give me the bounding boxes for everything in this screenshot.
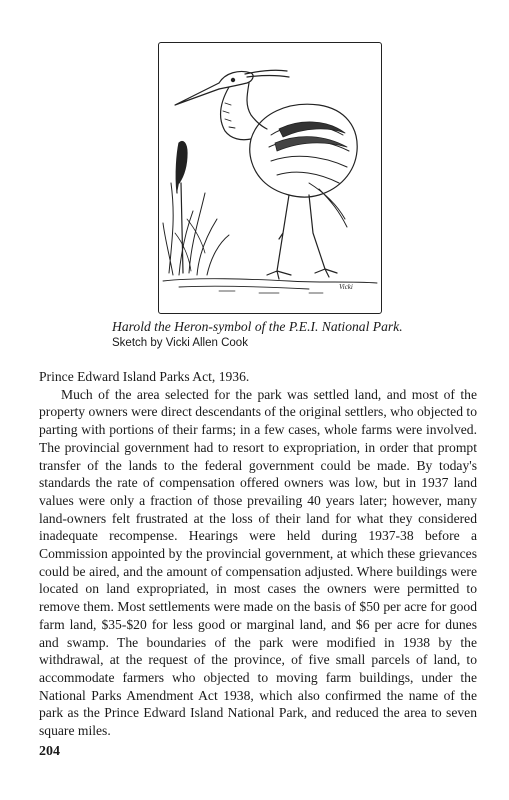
caption-credit: Sketch by Vicki Allen Cook	[112, 337, 248, 349]
heron-eye	[231, 78, 234, 81]
heron-body	[250, 104, 357, 197]
reeds	[163, 183, 229, 275]
figure-caption	[112, 318, 452, 352]
heron-sketch	[158, 42, 382, 314]
heron-beak	[175, 83, 219, 105]
body-text	[39, 368, 477, 740]
artist-signature: Vicki	[339, 283, 353, 291]
heron-leg-left	[277, 195, 289, 271]
page-number: 204	[39, 744, 60, 759]
heron-wing	[269, 125, 349, 183]
heron-neck	[221, 83, 267, 140]
heron-leg-right	[309, 195, 325, 269]
heron-drawing	[159, 43, 381, 313]
caption-title: Harold the Heron-symbol of the P.E.I. National Park.	[112, 319, 403, 334]
main-paragraph: Much of the area selected for the park was settled land, and most of the property owners were direct descendants of the original settlers, who objected to parting with portions of their farms; in a few cases, whole farms were involved. The provincial government had to resort to expropriation, in order that prompt transfer of the lands to the federal government could be made. By today's standards the rate of compensation offered owners was low, but in 1937 land values were only a fraction of those prevailing 40 years later; however, many land-owners felt frustrated at the loss of their land for what they considered inadequate recompense. Hearings were held during 1937-38 before a Commission appointed by the provincial government, at which these grievances could be aired, and the amount of compensation adjusted. Where buildings were located on land expropriated, in most cases the owners were permitted to remove them. Most settlements were made on the basis of $50 per acre for good farm land, $35-$20 for less good or marginal land, and $6 per acre for dunes and swamp. The boundaries of the park were modified in 1938 by the withdrawal, at the request of the province, of five small parcels of land, to accommodate farmers who objected to moving farm buildings, under the National Parks Amendment Act 1938, which also confirmed the name of the park as the Prince Edward Island National Park, and reduced the area to seven square miles.	[39, 386, 477, 739]
act-reference: Prince Edward Island Parks Act, 1936.	[39, 369, 250, 384]
